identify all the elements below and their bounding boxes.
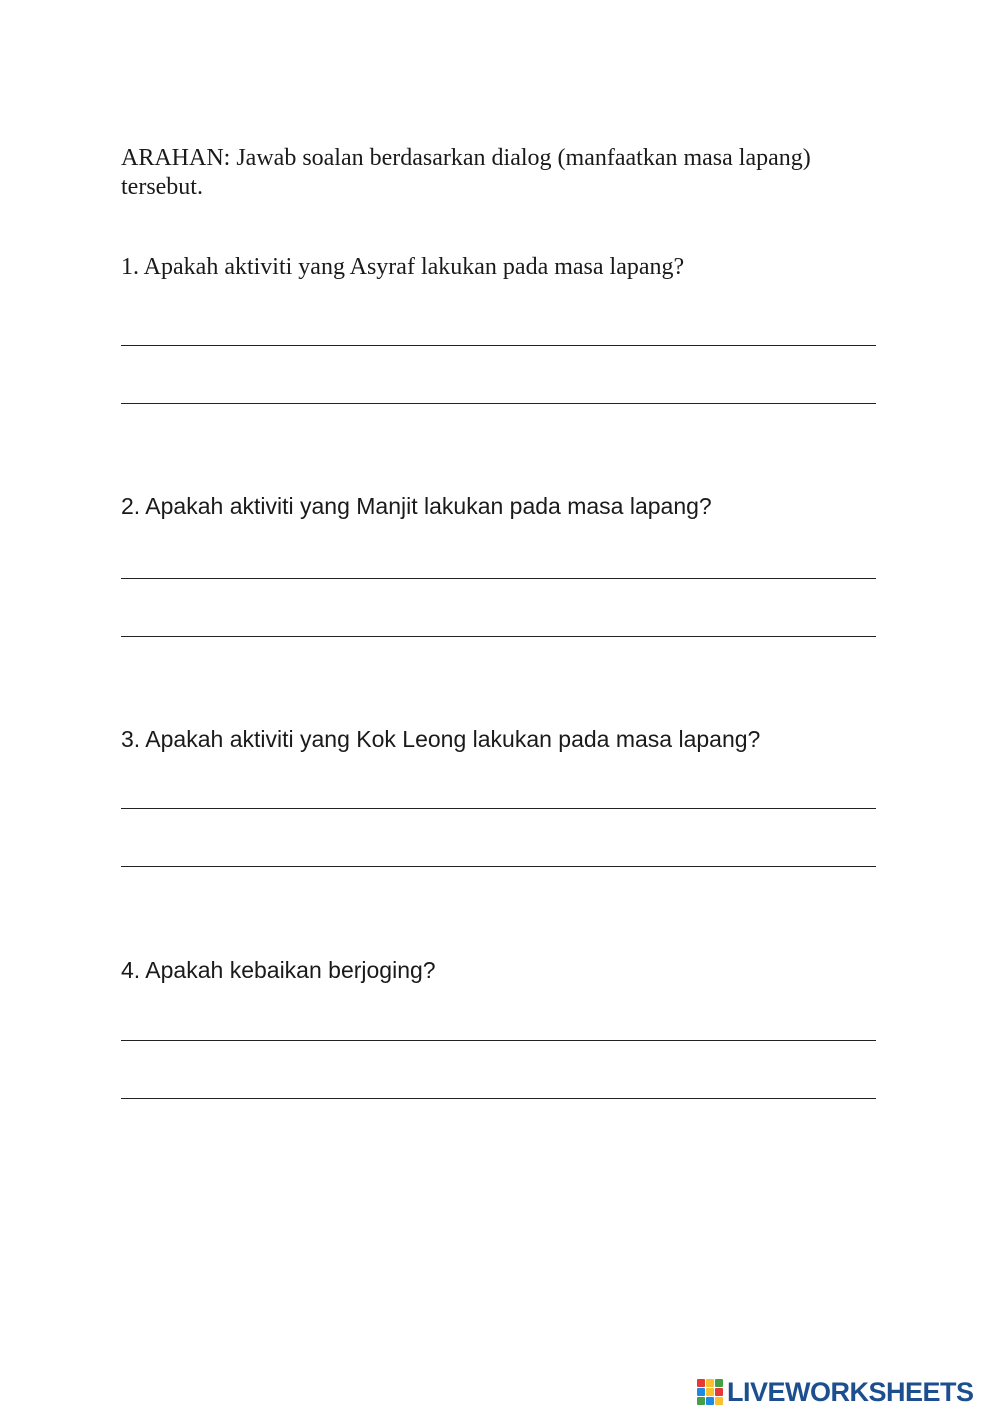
answer-line-2b[interactable]: [121, 636, 876, 637]
answer-line-1b[interactable]: [121, 403, 876, 404]
answer-line-4b[interactable]: [121, 1098, 876, 1099]
question-4: 4. Apakah kebaikan berjoging?: [121, 957, 436, 983]
question-3: 3. Apakah aktiviti yang Kok Leong lakukan pada masa lapang?: [121, 726, 761, 752]
instruction-text: ARAHAN: Jawab soalan berdasarkan dialog (manfaatkan masa lapang) tersebut.: [121, 145, 811, 200]
liveworksheets-logo-text: LIVEWORKSHEETS: [727, 1377, 974, 1407]
question-2: 2. Apakah aktiviti yang Manjit lakukan pada masa lapang?: [121, 493, 712, 519]
answer-line-2a[interactable]: [121, 578, 876, 579]
answer-line-3b[interactable]: [121, 866, 876, 867]
liveworksheets-logo: [697, 1377, 974, 1407]
question-1: 1. Apakah aktiviti yang Asyraf lakukan pada masa lapang?: [121, 254, 685, 280]
answer-line-3a[interactable]: [121, 808, 876, 809]
liveworksheets-logo-icon: [697, 1379, 723, 1405]
answer-line-1a[interactable]: [121, 345, 876, 346]
answer-line-4a[interactable]: [121, 1040, 876, 1041]
